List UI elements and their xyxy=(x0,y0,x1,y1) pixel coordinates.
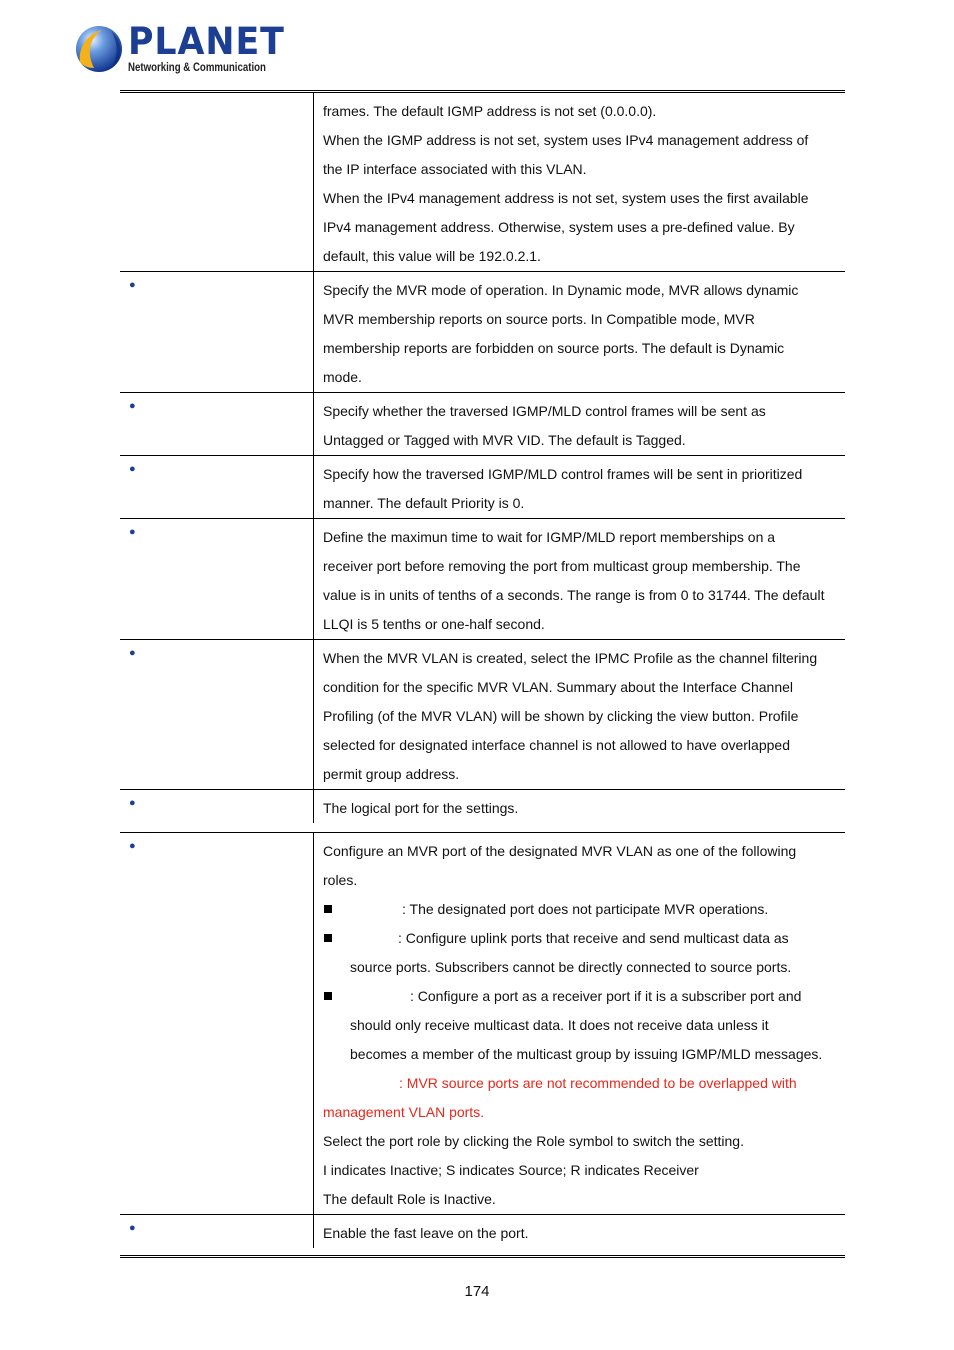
bullet-icon: ● xyxy=(129,463,136,475)
item-cell xyxy=(120,1215,314,1248)
description-line: MVR membership reports on source ports. In Compatible mode, MVR xyxy=(323,311,755,327)
description-line: receiver port before removing the port from multicast group membership. The xyxy=(323,558,801,574)
table-row xyxy=(120,518,845,639)
table-row xyxy=(120,93,845,271)
description-line: Profiling (of the MVR VLAN) will be shown by clicking the view button. Profile xyxy=(323,708,799,724)
bullet-icon: ● xyxy=(129,797,136,809)
table-row xyxy=(120,1214,845,1255)
description-line: The default Role is Inactive. xyxy=(323,1191,496,1207)
parameter-table xyxy=(120,90,845,1258)
description-line: Define the maximun time to wait for IGMP/MLD report memberships on a xyxy=(323,529,776,545)
description-cell xyxy=(314,456,845,518)
role-description: : Configure uplink ports that receive and send multicast data as xyxy=(398,930,789,946)
description-line: Specify how the traversed IGMP/MLD control frames will be sent in prioritized xyxy=(323,466,803,482)
description-line: Enable the fast leave on the port. xyxy=(323,1225,529,1241)
table-row xyxy=(120,392,845,455)
description-line: LLQI is 5 tenths or one-half second. xyxy=(323,616,545,632)
role-description: : The designated port does not participate MVR operations. xyxy=(402,901,769,917)
bullet-icon: ● xyxy=(129,526,136,538)
description-line: When the MVR VLAN is created, select the IPMC Profile as the channel filtering xyxy=(323,650,818,666)
description-line: Specify the MVR mode of operation. In Dynamic mode, MVR allows dynamic xyxy=(323,282,799,298)
bullet-icon: ● xyxy=(129,1222,136,1234)
brand-name: PLANET xyxy=(128,20,285,63)
table-row xyxy=(120,832,845,1214)
description-line: manner. The default Priority is 0. xyxy=(323,495,525,511)
description-line: value is in units of tenths of a seconds. The range is from 0 to 31744. The default xyxy=(323,587,825,603)
table-row xyxy=(120,789,845,832)
description-line: frames. The default IGMP address is not set (0.0.0.0). xyxy=(323,103,657,119)
description-line: default, this value will be 192.0.2.1. xyxy=(323,248,541,264)
description-line: selected for designated interface channel is not allowed to have overlapped xyxy=(323,737,790,753)
description-line: membership reports are forbidden on source ports. The default is Dynamic xyxy=(323,340,785,356)
description-line: When the IPv4 management address is not set, system uses the first available xyxy=(323,190,809,206)
description-line: condition for the specific MVR VLAN. Summary about the Interface Channel xyxy=(323,679,794,695)
role-description-continued: becomes a member of the multicast group by issuing IGMP/MLD messages. xyxy=(350,1046,823,1062)
square-bullet-icon xyxy=(324,905,332,913)
item-cell xyxy=(120,790,314,823)
bullet-icon: ● xyxy=(129,400,136,412)
table-row xyxy=(120,271,845,392)
role-receiver-item xyxy=(323,982,845,1011)
globe-icon xyxy=(72,22,128,78)
role-description: : Configure a port as a receiver port if it is a subscriber port and xyxy=(410,988,802,1004)
item-cell xyxy=(120,272,314,392)
item-cell xyxy=(120,93,314,271)
description-line: mode. xyxy=(323,369,362,385)
description-cell xyxy=(314,272,845,392)
description-cell xyxy=(314,1215,845,1248)
description-line: Configure an MVR port of the designated MVR VLAN as one of the following xyxy=(323,843,797,859)
page-number: 174 xyxy=(464,1283,490,1300)
description-line: Select the port role by clicking the Role symbol to switch the setting. xyxy=(323,1133,744,1149)
description-line: When the IGMP address is not set, system uses IPv4 management address of xyxy=(323,132,809,148)
role-description-continued: source ports. Subscribers cannot be directly connected to source ports. xyxy=(350,959,792,975)
description-line: The logical port for the settings. xyxy=(323,800,519,816)
role-source-item xyxy=(323,924,845,953)
description-line: Untagged or Tagged with MVR VID. The default is Tagged. xyxy=(323,432,686,448)
note-text: management VLAN ports. xyxy=(323,1104,485,1120)
planet-logo xyxy=(72,20,285,78)
note-text: : MVR source ports are not recommended to be overlapped with xyxy=(399,1075,797,1091)
role-inactive-item xyxy=(323,895,845,924)
description-line: permit group address. xyxy=(323,766,460,782)
description-line: I indicates Inactive; S indicates Source; R indicates Receiver xyxy=(323,1162,699,1178)
table-row xyxy=(120,455,845,518)
description-line: roles. xyxy=(323,872,358,888)
role-description-continued: should only receive multicast data. It does not receive data unless it xyxy=(350,1017,769,1033)
item-cell xyxy=(120,833,314,1214)
square-bullet-icon xyxy=(324,934,332,942)
bullet-icon: ● xyxy=(129,279,136,291)
description-cell xyxy=(314,519,845,639)
description-cell xyxy=(314,640,845,789)
description-cell xyxy=(314,790,845,823)
item-cell xyxy=(120,640,314,789)
square-bullet-icon xyxy=(324,992,332,1000)
description-line: the IP interface associated with this VLAN. xyxy=(323,161,587,177)
item-cell xyxy=(120,393,314,455)
brand-tagline: Networking & Communication xyxy=(128,62,266,74)
description-line: Specify whether the traversed IGMP/MLD control frames will be sent as xyxy=(323,403,766,419)
description-line: IPv4 management address. Otherwise, system uses a pre-defined value. By xyxy=(323,219,795,235)
item-cell xyxy=(120,519,314,639)
table-row xyxy=(120,639,845,789)
description-cell xyxy=(314,93,845,271)
item-cell xyxy=(120,456,314,518)
description-cell xyxy=(314,833,845,1214)
bullet-icon: ● xyxy=(129,647,136,659)
bullet-icon: ● xyxy=(129,840,136,852)
description-cell xyxy=(314,393,845,455)
